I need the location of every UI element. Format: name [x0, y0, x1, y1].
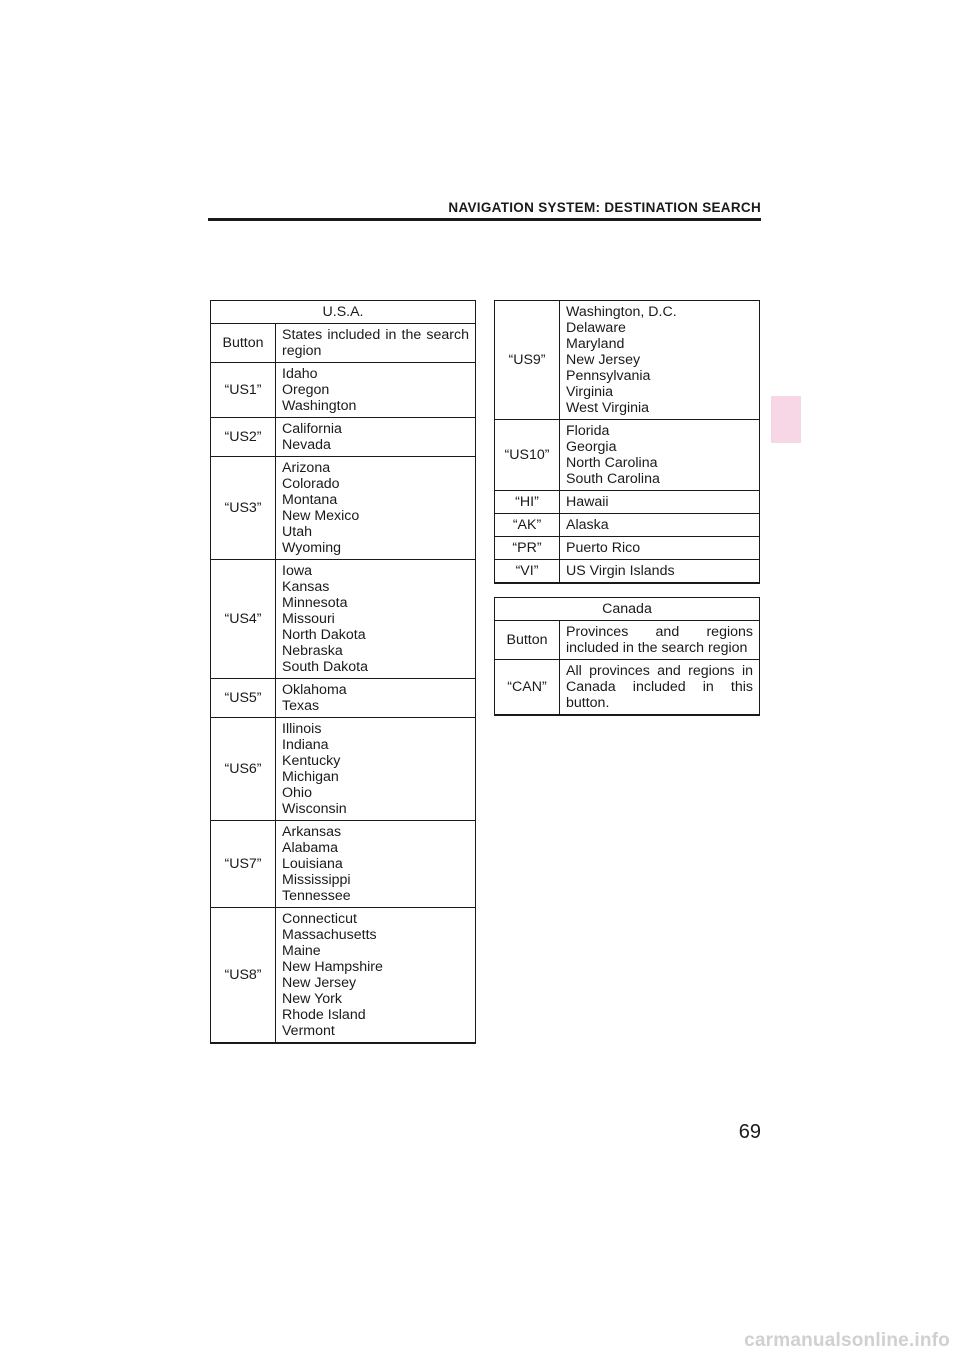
state-name: West Virginia — [566, 400, 650, 416]
button-cell: “US5” — [211, 679, 276, 718]
states-cell — [560, 301, 760, 420]
button-cell: “HI” — [495, 491, 560, 514]
table-title: Canada — [495, 598, 760, 621]
state-name: Florida — [566, 423, 610, 439]
usa-search-region-table-continued — [494, 300, 760, 584]
state-name: Utah — [282, 524, 312, 540]
state-name: Puerto Rico — [566, 540, 641, 556]
button-cell: “AK” — [495, 514, 560, 537]
table-row — [495, 420, 760, 491]
watermark-text: carmanualsonline.info — [744, 1330, 950, 1351]
canada-search-region-table — [494, 597, 760, 716]
state-name: Missouri — [282, 611, 335, 627]
states-cell — [560, 514, 760, 537]
provinces-cell: All provinces and regions in Canada included in this button. — [560, 660, 760, 716]
button-cell: “US3” — [211, 457, 276, 560]
table-row — [211, 679, 476, 718]
table-row — [211, 457, 476, 560]
state-name: Idaho — [282, 366, 318, 382]
state-name: Alaska — [566, 517, 609, 533]
section-tab — [771, 396, 801, 443]
table-row — [495, 537, 760, 560]
button-cell: “VI” — [495, 560, 560, 584]
button-cell: “US8” — [211, 908, 276, 1044]
usa-search-region-table — [210, 300, 476, 1044]
table-header-row — [211, 324, 476, 363]
state-name: South Carolina — [566, 471, 660, 487]
table-row — [211, 363, 476, 418]
state-name: US Virgin Islands — [566, 563, 675, 579]
states-cell — [560, 537, 760, 560]
state-name: Mississippi — [282, 872, 351, 888]
button-cell: “CAN” — [495, 660, 560, 716]
table-title-row — [211, 301, 476, 324]
state-name: Connecticut — [282, 911, 357, 927]
button-cell: “US4” — [211, 560, 276, 679]
state-name: North Carolina — [566, 455, 658, 471]
table-row — [495, 301, 760, 420]
table-title: U.S.A. — [211, 301, 476, 324]
state-name: New Jersey — [566, 352, 641, 368]
table-row — [211, 908, 476, 1044]
state-name: Kentucky — [282, 753, 341, 769]
states-cell — [276, 679, 476, 718]
state-name: California — [282, 421, 342, 437]
state-name: Washington — [282, 398, 357, 414]
state-name: Oklahoma — [282, 682, 347, 698]
state-name: Alabama — [282, 840, 338, 856]
column-header-button: Button — [211, 324, 276, 363]
page-number: 69 — [738, 1121, 761, 1143]
button-cell: “US2” — [211, 418, 276, 457]
column-header-button: Button — [495, 621, 560, 660]
states-cell — [276, 560, 476, 679]
button-cell: “US6” — [211, 718, 276, 821]
state-name: New York — [282, 991, 342, 1007]
state-name: Texas — [282, 698, 320, 714]
table-header-row — [495, 621, 760, 660]
usa-continued-table-body — [495, 301, 760, 584]
state-name: Wisconsin — [282, 801, 347, 817]
table-row — [211, 821, 476, 908]
header-rule — [208, 218, 761, 221]
state-name: Hawaii — [566, 494, 609, 510]
state-name: New Jersey — [282, 975, 357, 991]
state-name: Minnesota — [282, 595, 348, 611]
states-cell — [560, 491, 760, 514]
state-name: Massachusetts — [282, 927, 377, 943]
button-cell: “US1” — [211, 363, 276, 418]
state-name: North Dakota — [282, 627, 366, 643]
state-name: Nevada — [282, 437, 331, 453]
page-header: NAVIGATION SYSTEM: DESTINATION SEARCH — [448, 200, 761, 215]
state-name: Montana — [282, 492, 338, 508]
column-header-provinces: Provinces and regions included in the search region — [560, 621, 760, 660]
state-name: Louisiana — [282, 856, 343, 872]
state-name: Illinois — [282, 721, 322, 737]
table-row — [495, 560, 760, 584]
state-name: Kansas — [282, 579, 330, 595]
state-name: Wyoming — [282, 540, 342, 556]
state-name: Pennsylvania — [566, 368, 651, 384]
states-cell — [276, 363, 476, 418]
button-cell: “US7” — [211, 821, 276, 908]
states-cell — [560, 560, 760, 584]
state-name: Delaware — [566, 320, 626, 336]
states-cell — [276, 457, 476, 560]
state-name: Virginia — [566, 384, 614, 400]
state-name: Ohio — [282, 785, 312, 801]
state-name: Indiana — [282, 737, 329, 753]
state-name: Washington, D.C. — [566, 304, 677, 320]
states-cell — [276, 418, 476, 457]
state-name: Arkansas — [282, 824, 342, 840]
states-cell — [276, 908, 476, 1044]
table-title-row — [495, 598, 760, 621]
state-name: New Hampshire — [282, 959, 383, 975]
state-name: Vermont — [282, 1023, 335, 1039]
column-header-states: States included in the search region — [276, 324, 476, 363]
states-cell — [560, 420, 760, 491]
table-row — [495, 491, 760, 514]
state-name: Colorado — [282, 476, 340, 492]
state-name: Maryland — [566, 336, 625, 352]
table-row — [495, 514, 760, 537]
states-cell — [276, 821, 476, 908]
table-row — [211, 418, 476, 457]
state-name: Oregon — [282, 382, 330, 398]
state-name: Michigan — [282, 769, 339, 785]
state-name: South Dakota — [282, 659, 368, 675]
state-name: Georgia — [566, 439, 617, 455]
button-cell: “PR” — [495, 537, 560, 560]
state-name: Rhode Island — [282, 1007, 366, 1023]
button-cell: “US10” — [495, 420, 560, 491]
table-row — [495, 660, 760, 716]
state-name: Arizona — [282, 460, 331, 476]
table-row — [211, 560, 476, 679]
button-cell: “US9” — [495, 301, 560, 420]
table-row — [211, 718, 476, 821]
state-name: Iowa — [282, 563, 312, 579]
states-cell — [276, 718, 476, 821]
state-name: Nebraska — [282, 643, 343, 659]
state-name: Tennessee — [282, 888, 351, 904]
state-name: New Mexico — [282, 508, 360, 524]
state-name: Maine — [282, 943, 321, 959]
usa-table-body — [211, 363, 476, 1044]
